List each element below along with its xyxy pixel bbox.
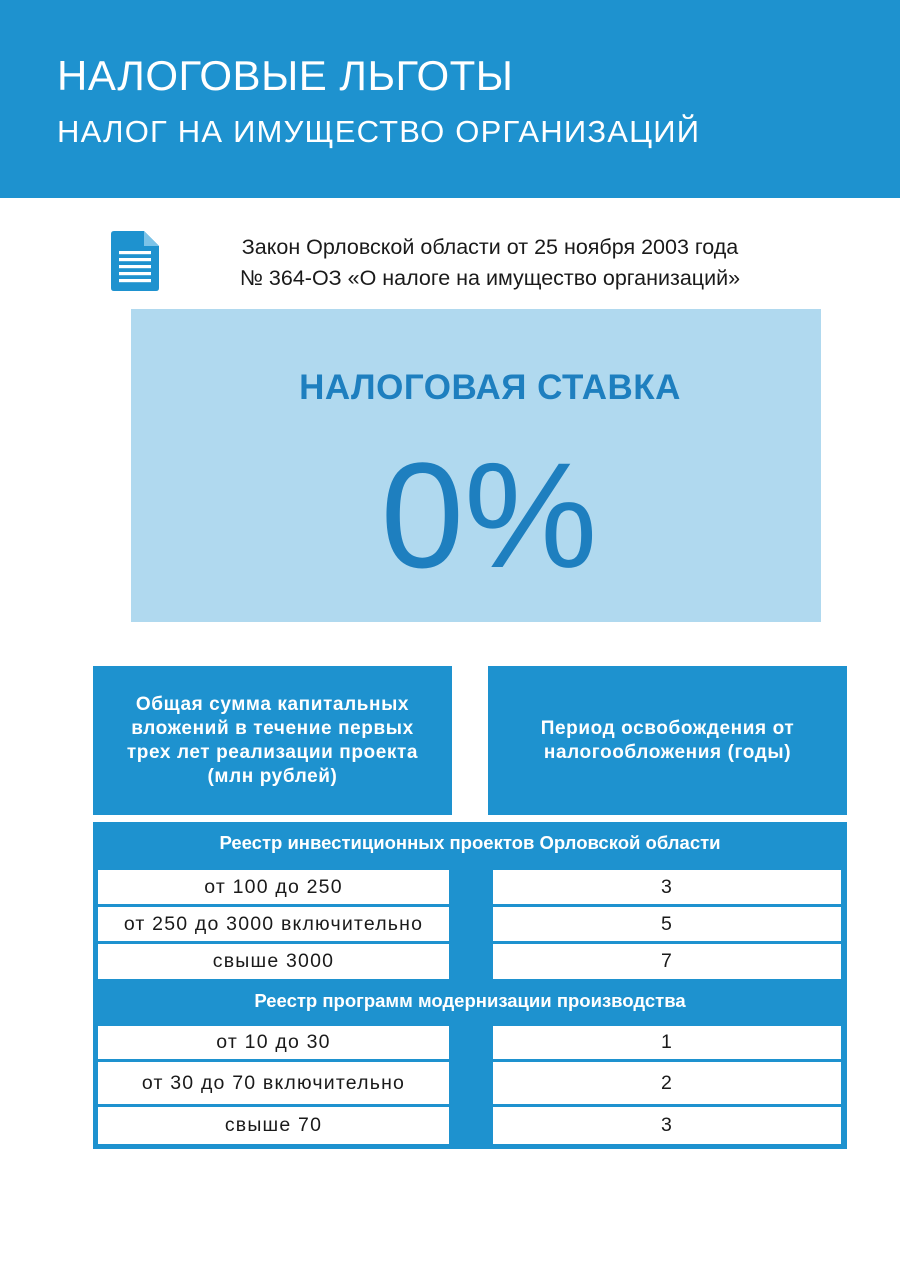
table-cell-years: 5 <box>493 907 841 941</box>
table-cell-years: 1 <box>493 1026 841 1059</box>
law-line-2: № 364-ОЗ «О налоге на имущество организаций» <box>239 266 741 290</box>
document-icon <box>111 231 159 291</box>
tax-rate-label: НАЛОГОВАЯ СТАВКА <box>299 368 681 407</box>
section-title-modernization-programs: Реестр программ модернизации производства <box>254 990 686 1011</box>
column-header-exemption-period: Период освобождения от налогообложения (годы) <box>488 666 847 815</box>
section-title-investment-projects: Реестр инвестиционных проектов Орловской области <box>219 832 721 853</box>
table-cell-range: от 100 до 250 <box>98 870 449 904</box>
table-cell-range: от 250 до 3000 включительно <box>98 907 449 941</box>
column-header-investment: Общая сумма капитальных вложений в течение первых трех лет реализации проекта (млн рублей) <box>93 666 452 815</box>
table-cell-range: от 30 до 70 включительно <box>98 1062 449 1104</box>
tax-rate-value: 0% <box>380 431 598 599</box>
table-cell-years: 3 <box>493 1107 841 1144</box>
table-cell-years: 3 <box>493 870 841 904</box>
table-cell-range: от 10 до 30 <box>98 1026 449 1059</box>
table-cell-range: свыше 70 <box>98 1107 449 1144</box>
law-line-1: Закон Орловской области от 25 ноября 2003 года <box>241 235 739 259</box>
table-cell-years: 2 <box>493 1062 841 1104</box>
table-cell-range: свыше 3000 <box>98 944 449 979</box>
header-banner <box>0 0 900 198</box>
page-title: НАЛОГОВЫЕ ЛЬГОТЫ <box>57 52 514 99</box>
page-subtitle: НАЛОГ НА ИМУЩЕСТВО ОРГАНИЗАЦИЙ <box>57 114 701 149</box>
law-reference <box>170 232 810 294</box>
table-cell-years: 7 <box>493 944 841 979</box>
